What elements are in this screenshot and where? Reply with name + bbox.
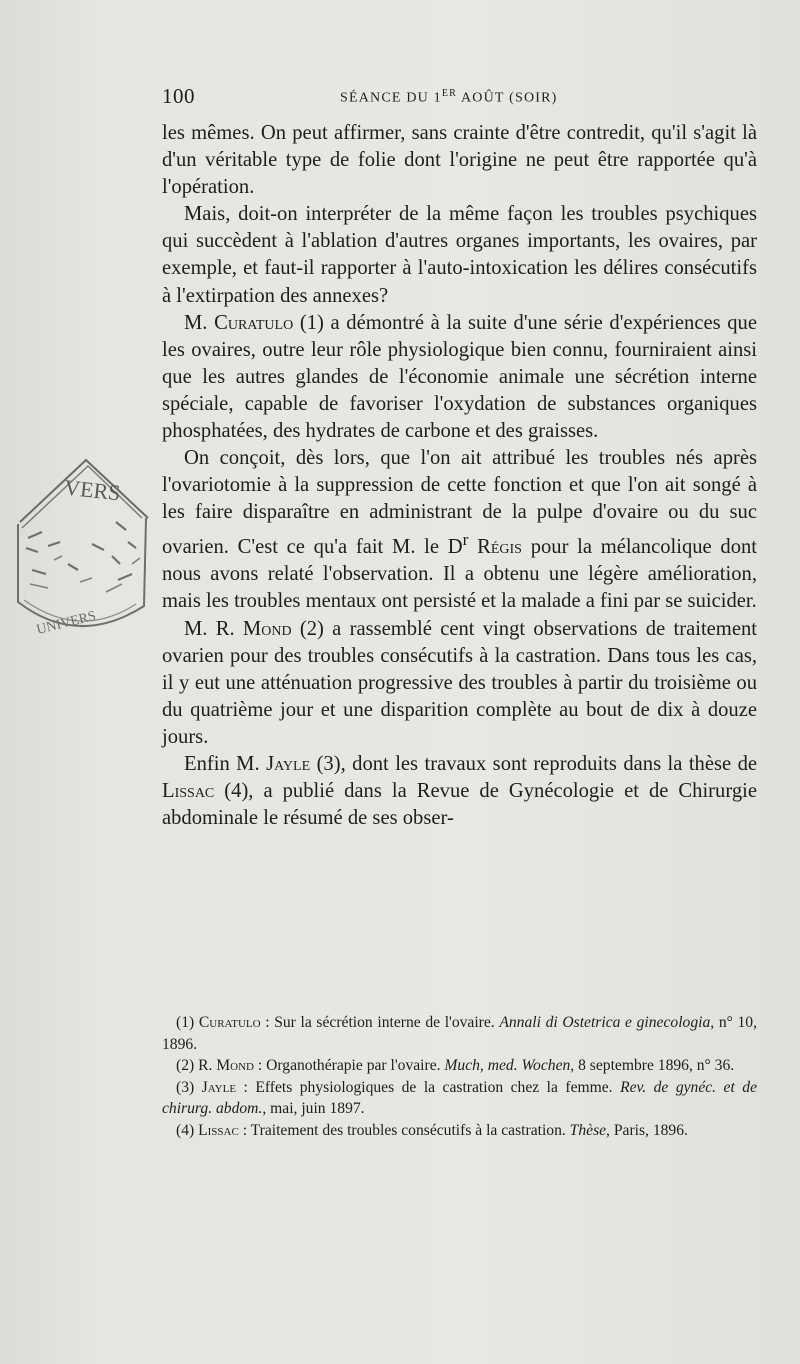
- running-head: [340, 88, 558, 107]
- author-lissac: Lissac: [162, 780, 215, 803]
- footnote-number: (2) R.: [176, 1057, 217, 1075]
- page-header: [162, 84, 757, 114]
- footnote-rest: , n° 10, 1896.: [162, 1014, 757, 1053]
- author-mond: Mond: [242, 617, 292, 640]
- svg-text:UNIVERS: UNIVERS: [35, 608, 98, 638]
- p4-sup: r: [462, 530, 469, 550]
- footnote-author: Mond: [216, 1057, 254, 1075]
- footnote-number: (3): [176, 1078, 202, 1096]
- footnote-title: : Organothérapie par l'ovaire.: [253, 1057, 445, 1075]
- paragraph-6: [162, 751, 757, 832]
- footnote-author: Curatulo: [198, 1014, 261, 1031]
- p4-pre: On conçoit, dès lors, que l'on ait attribué les troubles nés après l'ovariotomie à la suppression de cette fonction et que l'on ait songé à les faire disparaître en administrant de la pulpe d'ovaire ou du suc ovarien. C'est ce qu'a fait M. le D: [162, 447, 757, 559]
- footnote-4: [162, 1120, 757, 1142]
- p3-post: (1) a démontré à la suite d'une série d'expériences que les ovaires, outre leur rôle physiologique bien connu, fourniraient ainsi que les autres glandes de l'économie animale une sécrétion interne spéciale, capable de favoriser l'oxydation de substances organiques phosphatées, des hydrates de carbone et des graisses.: [162, 311, 757, 443]
- footnote-3: [162, 1077, 757, 1120]
- footnote-number: (4): [176, 1121, 199, 1139]
- p5-pre: M. R.: [184, 617, 243, 640]
- p6-pre: Enfin M.: [184, 753, 267, 776]
- svg-text:VERS: VERS: [63, 474, 122, 506]
- running-head-post: AOÛT (SOIR): [457, 90, 558, 106]
- paragraph-2: Mais, doit-on interpréter de la même façon les troubles psychiques qui succèdent à l'ablation d'autres organes importants, les ovaires, par exemple, et faut-il rapporter à l'auto-intoxication les délires consécutifs à l'extirpation des annexes?: [162, 203, 757, 307]
- p5-post: (2) a rassemblé cent vingt observations de traitement ovarien pour des troubles consécutifs à la castration. Dans tous les cas, il y eut une atténuation progressive des troubles à partir du troisième ou du quatrième jour et une disparition complète au bout de dix à douze jours.: [162, 617, 757, 748]
- footnote-rest: Paris, 1896.: [609, 1121, 688, 1139]
- library-stamp-svg: [8, 452, 158, 654]
- running-head-sup: ER: [441, 88, 458, 99]
- footnote-author: Lissac: [198, 1121, 239, 1139]
- p6-mid: (3), dont les travaux sont reproduits dans la thèse de: [310, 753, 758, 776]
- library-stamp-icon: [8, 452, 158, 654]
- footnote-1: [162, 1012, 757, 1055]
- footnote-rest: , mai, juin 1897.: [262, 1100, 365, 1118]
- footnotes: [162, 1012, 757, 1142]
- footnote-title: : Sur la sécrétion interne de l'ovaire.: [260, 1014, 500, 1031]
- p6-post: (4), a publié dans la Revue de Gynécologie et de Chirurgie abdominale le résumé de ses obser-: [162, 780, 757, 830]
- paragraph-4: [162, 445, 757, 615]
- footnote-source: Annali di Ostetrica e ginecologia: [499, 1014, 711, 1031]
- footnote-number: (1): [176, 1014, 199, 1031]
- p4-post: pour la mélancolique dont nous avons relaté l'observation. Il a obtenu une légère amélioration, mais les troubles mentaux ont persisté et la malade a fini par se suicider.: [162, 536, 758, 613]
- paragraph-1: les mêmes. On peut affirmer, sans crainte d'être contredit, qu'il s'agit là d'un véritable type de folie dont l'origine ne peut être rapportée qu'à l'opération.: [162, 122, 757, 199]
- footnote-source: Thèse,: [569, 1121, 610, 1139]
- page-number: 100: [162, 84, 195, 108]
- footnote-source: Much, med. Wochen: [444, 1057, 571, 1075]
- paragraph-3: [162, 310, 757, 445]
- p3-pre: M.: [184, 311, 215, 334]
- body-text: [162, 120, 757, 832]
- footnote-author: Jayle: [201, 1078, 237, 1096]
- paragraph-5: [162, 616, 757, 751]
- running-head-pre: SÉANCE DU 1: [340, 90, 442, 106]
- footnote-2: [162, 1055, 757, 1077]
- author-regis: Régis: [477, 536, 522, 559]
- author-curatulo: Curatulo: [214, 311, 294, 334]
- footnote-title: : Effets physiologiques de la castration chez la femme.: [236, 1078, 621, 1096]
- footnote-rest: , 8 septembre 1896, n° 36.: [570, 1057, 735, 1075]
- footnote-source: Rev. de gynéc. et de chirurg. abdom.: [162, 1078, 757, 1118]
- author-jayle: Jayle: [266, 753, 311, 776]
- footnote-title: : Traitement des troubles consécutifs à la castration.: [238, 1121, 570, 1139]
